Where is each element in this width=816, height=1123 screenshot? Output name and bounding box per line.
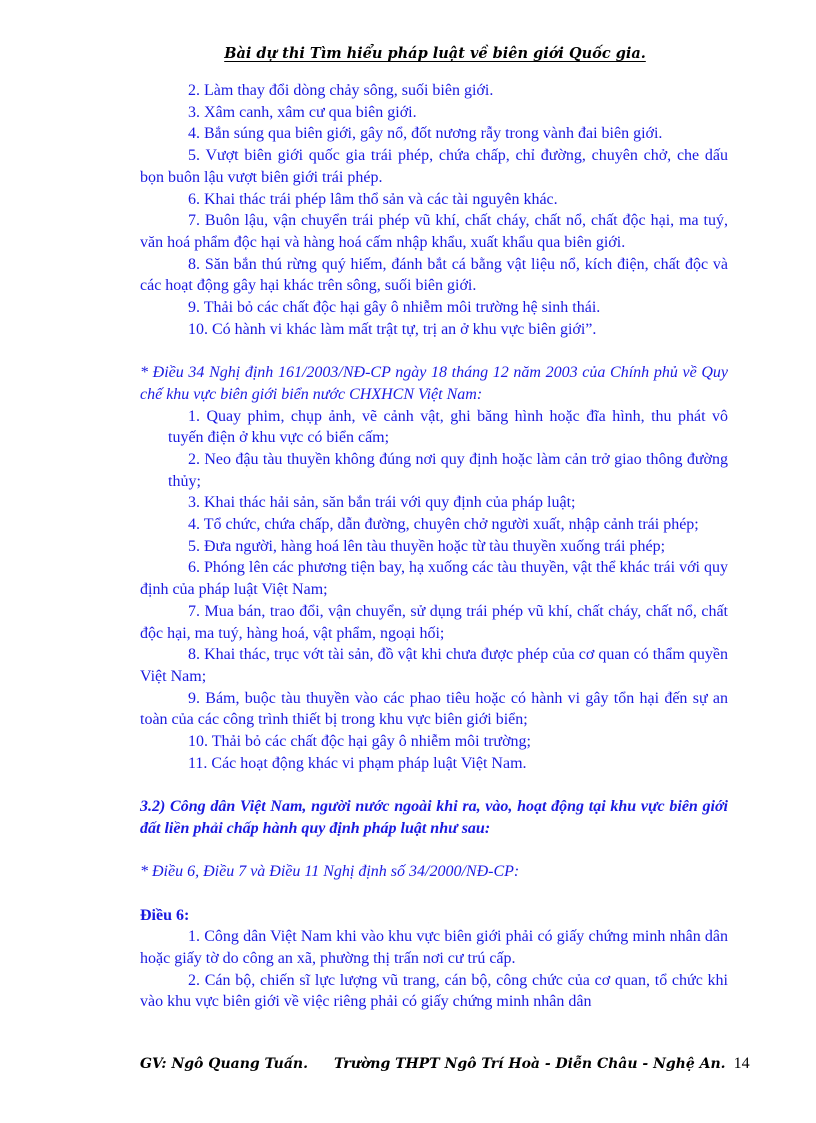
list-item: 8. Khai thác, trục vớt tài sản, đồ vật khi chưa được phép của cơ quan có thẩm quyền Việt Nam; [140, 646, 728, 685]
list-item: 9. Thải bỏ các chất độc hại gây ô nhiễm môi trường hệ sinh thái. [188, 299, 601, 317]
page-footer [140, 1055, 750, 1073]
list-item: 5. Đưa người, hàng hoá lên tàu thuyền hoặc từ tàu thuyền xuống trái phép; [188, 537, 666, 555]
decree-34-heading: * Điều 34 Nghị định 161/2003/NĐ-CP ngày 18 tháng 12 năm 2003 của Chính phủ về Quy chế khu vực biên giới biển nước CHXHCN Việt Nam: [140, 364, 728, 403]
spacer [140, 883, 728, 905]
list-item: 9. Bám, buộc tàu thuyền vào các phao tiêu hoặc có hành vi gây tổn hại đến sự an toàn của các công trình thiết bị trong khu vực biên giới biển; [140, 689, 728, 729]
page-number: 14 [733, 1055, 750, 1072]
spacer [140, 840, 728, 862]
document-body [140, 80, 728, 1013]
list-item: 10. Thải bỏ các chất độc hại gây ô nhiễm môi trường; [188, 733, 531, 751]
list-item: 4. Bắn súng qua biên giới, gây nổ, đốt nương rẫy trong vành đai biên giới. [188, 125, 663, 143]
list-item: 7. Mua bán, trao đổi, vận chuyển, sử dụng trái phép vũ khí, chất cháy, chất nổ, chất độc hại, ma tuý, hàng hoá, vật phẩm, ngoại hối; [140, 602, 728, 642]
list-item: 3. Xâm canh, xâm cư qua biên giới. [188, 103, 417, 121]
section-heading-3-2: 3.2) Công dân Việt Nam, người nước ngoài khi ra, vào, hoạt động tại khu vực biên giới đất liền phải chấp hành quy định pháp luật như sau: [140, 798, 728, 837]
list-item: 2. Làm thay đổi dòng chảy sông, suối biên giới. [188, 82, 494, 99]
list-item: 6. Phóng lên các phương tiện bay, hạ xuống các tàu thuyền, vật thể khác trái với quy định của pháp luật Việt Nam; [140, 559, 728, 599]
list-item: 2. Neo đậu tàu thuyền không đúng nơi quy định hoặc làm cản trở giao thông đường thủy; [168, 450, 728, 490]
list-item: 2. Cán bộ, chiến sĩ lực lượng vũ trang, cán bộ, công chức của cơ quan, tổ chức khi vào khu vực biên giới về việc riêng phải có giấy chứng minh nhân dân [140, 971, 728, 1011]
list-item: 1. Quay phim, chụp ảnh, vẽ cảnh vật, ghi băng hình hoặc đĩa hình, thu phát vô tuyến điện ở khu vực có biển cấm; [168, 407, 728, 447]
list-item: 3. Khai thác hải sản, săn bắn trái với quy định của pháp luật; [188, 494, 576, 512]
list-item: 7. Buôn lậu, vận chuyển trái phép vũ khí, chất cháy, chất nổ, chất độc hại, ma tuý, văn hoá phẩm độc hại và hàng hoá cấm nhập khẩu, xuất khẩu qua biên giới. [140, 212, 728, 251]
footer-teacher: GV: Ngô Quang Tuấn. [140, 1056, 308, 1072]
article-6-title: Điều 6: [140, 906, 190, 924]
spacer [140, 340, 728, 362]
list-item: 10. Có hành vi khác làm mất trật tự, trị an ở khu vực biên giới”. [188, 320, 597, 338]
spacer [140, 774, 728, 796]
list-item: 5. Vượt biên giới quốc gia trái phép, chứa chấp, chỉ đường, chuyên chở, che dấu bọn buôn lậu vượt biên giới trái phép. [140, 147, 728, 186]
list-item: 11. Các hoạt động khác vi phạm pháp luật Việt Nam. [188, 754, 527, 772]
page-header [140, 45, 730, 62]
list-item: 6. Khai thác trái phép lâm thổ sản và các tài nguyên khác. [188, 190, 558, 208]
list-item: 8. Săn bắn thú rừng quý hiếm, đánh bắt cá bằng vật liệu nổ, kích điện, chất độc và các hoạt động gây hại khác trên sông, suối biên giới. [140, 255, 728, 295]
decree-34-2000-heading: * Điều 6, Điều 7 và Điều 11 Nghị định số 34/2000/NĐ-CP: [140, 863, 520, 881]
list-item: 4. Tổ chức, chứa chấp, dẫn đường, chuyên chở người xuất, nhập cảnh trái phép; [188, 516, 699, 534]
footer-school: Trường THPT Ngô Trí Hoà - Diễn Châu - Nghệ An. [333, 1056, 726, 1072]
list-item: 1. Công dân Việt Nam khi vào khu vực biên giới phải có giấy chứng minh nhân dân hoặc giấy tờ do công an xã, phường thị trấn nơi cư trú cấp. [140, 928, 728, 968]
header-title: Bài dự thi Tìm hiểu pháp luật về biên giới Quốc gia. [224, 45, 646, 62]
